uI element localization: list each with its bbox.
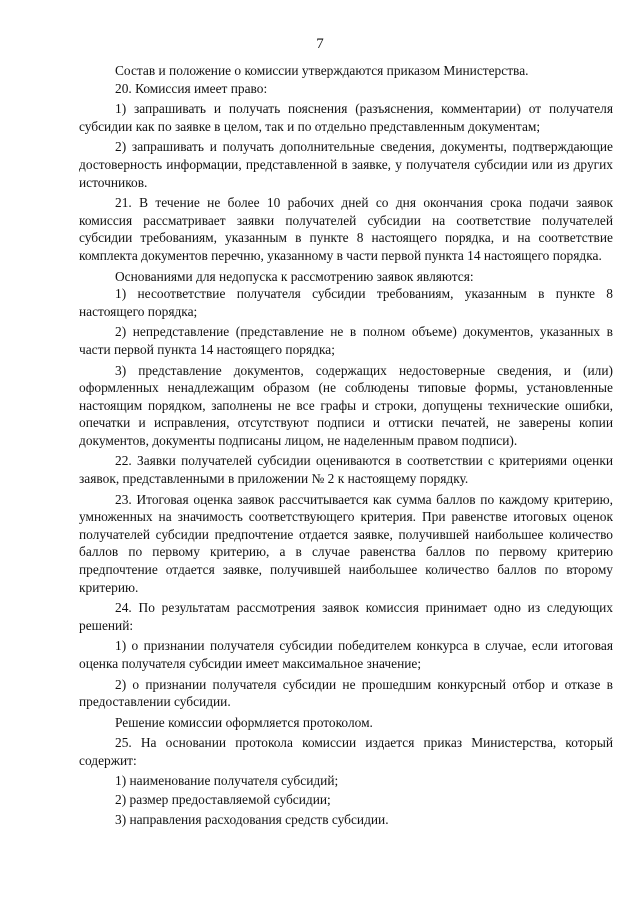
paragraph-25-item-3: 3) направления расходования средств субсидии.	[115, 811, 389, 827]
paragraph-21: 21. В течение не более 10 рабочих дней со дня окончания срока подачи заявок комиссия рассматривает заявки получателей субсидии на соответствие получателей субсидии требованиям, указанным в пункте 8 настоящего порядка, и на соответствие комплекта документов перечню, указанному в части первой пункта 14 настоящего порядка.	[79, 195, 613, 263]
paragraph-24-item-1: 1) о признании получателя субсидии победителем конкурса в случае, если итоговая оценка получателя субсидии имеет максимальное значение;	[79, 638, 613, 671]
paragraph-grounds-item-2: 2) непредставление (представление не в полном объеме) документов, указанных в части первой пункта 14 настоящего порядка;	[79, 324, 613, 357]
paragraph-20-item-1: 1) запрашивать и получать пояснения (разъяснения, комментарии) от получателя субсидии как по заявке в целом, так и по отдельно представленным документам;	[79, 101, 613, 134]
paragraph-decision-protocol: Решение комиссии оформляется протоколом.	[115, 714, 373, 730]
paragraph-20-item-2: 2) запрашивать и получать дополнительные сведения, документы, подтверждающие достоверность информации, представленной в заявке, у получателя субсидии или из других источников.	[79, 139, 613, 190]
page-number: 7	[316, 36, 324, 52]
paragraph-23: 23. Итоговая оценка заявок рассчитывается как сумма баллов по каждому критерию, умноженных на значимость соответствующего критерия. При равенстве итоговых оценок получателей субсидии предпочтение отдается заявке, получившей наибольшее количество баллов по первому критерию, а в случае равенства баллов по первому критерию предпочтение отдается заявке, получившей наибольшее количество баллов по второму критерию.	[79, 491, 613, 595]
paragraph-grounds-item-1: 1) несоответствие получателя субсидии требованиям, указанным в пункте 8 настоящего порядка;	[79, 286, 613, 319]
paragraph-25: 25. На основании протокола комиссии издается приказ Министерства, который содержит:	[79, 735, 613, 768]
document-body	[79, 62, 613, 828]
paragraph-22: 22. Заявки получателей субсидии оцениваются в соответствии с критериями оценки заявок, представленными в приложении № 2 к настоящему порядку.	[79, 453, 613, 487]
paragraph-24-item-2: 2) о признании получателя субсидии не прошедшим конкурсный отбор и отказе в предоставлении субсидии.	[79, 676, 613, 710]
paragraph-25-item-1: 1) наименование получателя субсидий;	[115, 772, 339, 788]
paragraph-25-item-2: 2) размер предоставляемой субсидии;	[115, 792, 331, 808]
paragraph-grounds-heading: Основаниями для недопуска к рассмотрению заявок являются:	[115, 268, 474, 284]
paragraph-20-heading: 20. Комиссия имеет право:	[115, 80, 268, 96]
paragraph-commission-composition: Состав и положение о комиссии утверждаются приказом Министерства.	[115, 63, 529, 78]
paragraph-grounds-item-3: 3) представление документов, содержащих недостоверные сведения, и (или) оформленных ненадлежащим образом (не соблюдены типовые формы, установленные настоящим порядком, заполнены не все графы и строки, допущены технические ошибки, опечатки и исправления, отсутствуют подписи и оттиски печатей, не заверены копии документов, документы подписаны лицом, не наделенным правом подписи).	[79, 362, 613, 448]
paragraph-24: 24. По результатам рассмотрения заявок комиссия принимает одно из следующих решений:	[79, 600, 613, 633]
